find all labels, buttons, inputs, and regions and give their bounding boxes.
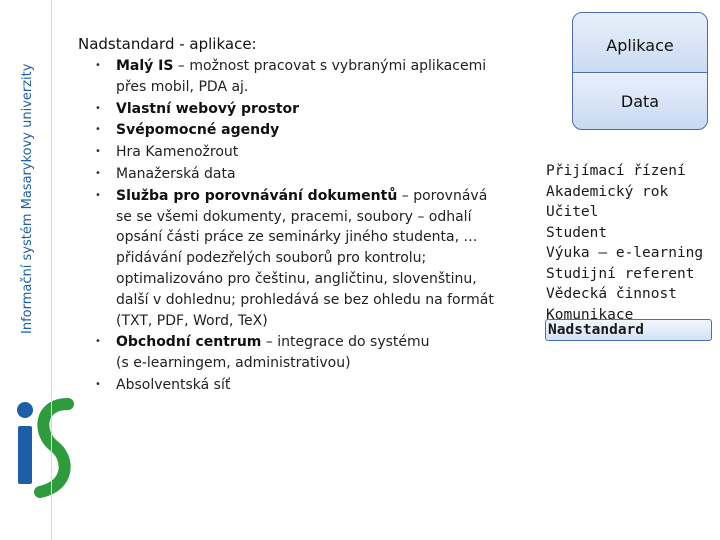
menu-item-vedecka-cinnost[interactable]: Vědecká činnost [546,286,677,302]
item-text: Manažerská data [116,165,236,182]
item-title: Svépomocné agendy [116,122,280,139]
item-title: Malý IS [116,58,174,74]
list-item [95,186,508,332]
list-item [95,142,508,163]
content-heading: Nadstandard - aplikace: [78,35,257,53]
bullet-icon: • [95,189,101,201]
list-item [95,164,508,185]
item-title: Vlastní webový prostor [116,100,300,117]
bullet-icon: • [95,167,101,179]
menu-item-komunikace[interactable]: Komunikace [546,306,634,319]
list-item [95,332,508,374]
menu-item-ucitel[interactable]: Učitel [546,204,599,220]
menu-item-student[interactable]: Student [546,224,608,241]
list-item [95,99,508,120]
item-text: Absolventská síť [116,376,231,393]
item-text: – integrace do systému [261,334,430,351]
bullet-icon: • [95,336,101,348]
tab-data[interactable]: Data [572,72,708,130]
menu-item-prijimaci-rizeni[interactable]: Přijímací řízení [546,163,686,179]
item-text: – porovnává [397,187,488,204]
item-subtext: další v dohlednu; prohledává se bez ohledu na formát [116,291,494,308]
list-item [95,120,508,141]
item-text: – možnost pracovat s vybranými aplikacemi [173,58,487,74]
menu-item-nadstandard[interactable]: Nadstandard [545,319,712,342]
item-subtext: přes mobil, PDA aj. [116,78,249,95]
item-title: Obchodní centrum [116,334,262,351]
bullet-icon: • [95,102,101,114]
list-item [95,375,508,396]
bullet-icon: • [95,124,101,136]
item-subtext: (s e-learningem, administrativou) [116,355,351,372]
feature-list [78,56,508,396]
item-text: Hra Kamenožrout [116,144,239,161]
item-subtext: opsání části práce ze seminárky jiného studenta, … [116,229,478,246]
section-menu [546,161,712,341]
item-subtext: přidávání podezřelých souborů pro kontrolu; [116,250,427,267]
main-content [78,34,508,397]
is-logo-icon [8,398,80,498]
item-title: Služba pro porovnávání dokumentů [116,187,398,204]
bullet-icon: • [95,146,101,158]
menu-item-akademicky-rok[interactable]: Akademický rok [546,183,669,200]
bullet-icon: • [95,378,101,390]
bullet-icon: • [95,60,101,71]
sidebar-divider [51,0,52,540]
item-subtext: (TXT, PDF, Word, TeX) [116,312,268,329]
tab-aplikace[interactable]: Aplikace [572,12,708,78]
sidebar [0,0,52,540]
list-item [95,56,508,98]
vertical-title: Informační systém Masarykovy univerzity [20,63,35,334]
menu-item-vyuka[interactable]: Výuka – e-learning [546,245,704,261]
item-subtext: se se všemi dokumenty, pracemi, soubory – odhalí [116,208,472,225]
menu-item-studijni-referent[interactable]: Studijní referent [546,265,695,282]
item-subtext: optimalizováno pro češtinu, angličtinu, slovenštinu, [116,270,477,287]
